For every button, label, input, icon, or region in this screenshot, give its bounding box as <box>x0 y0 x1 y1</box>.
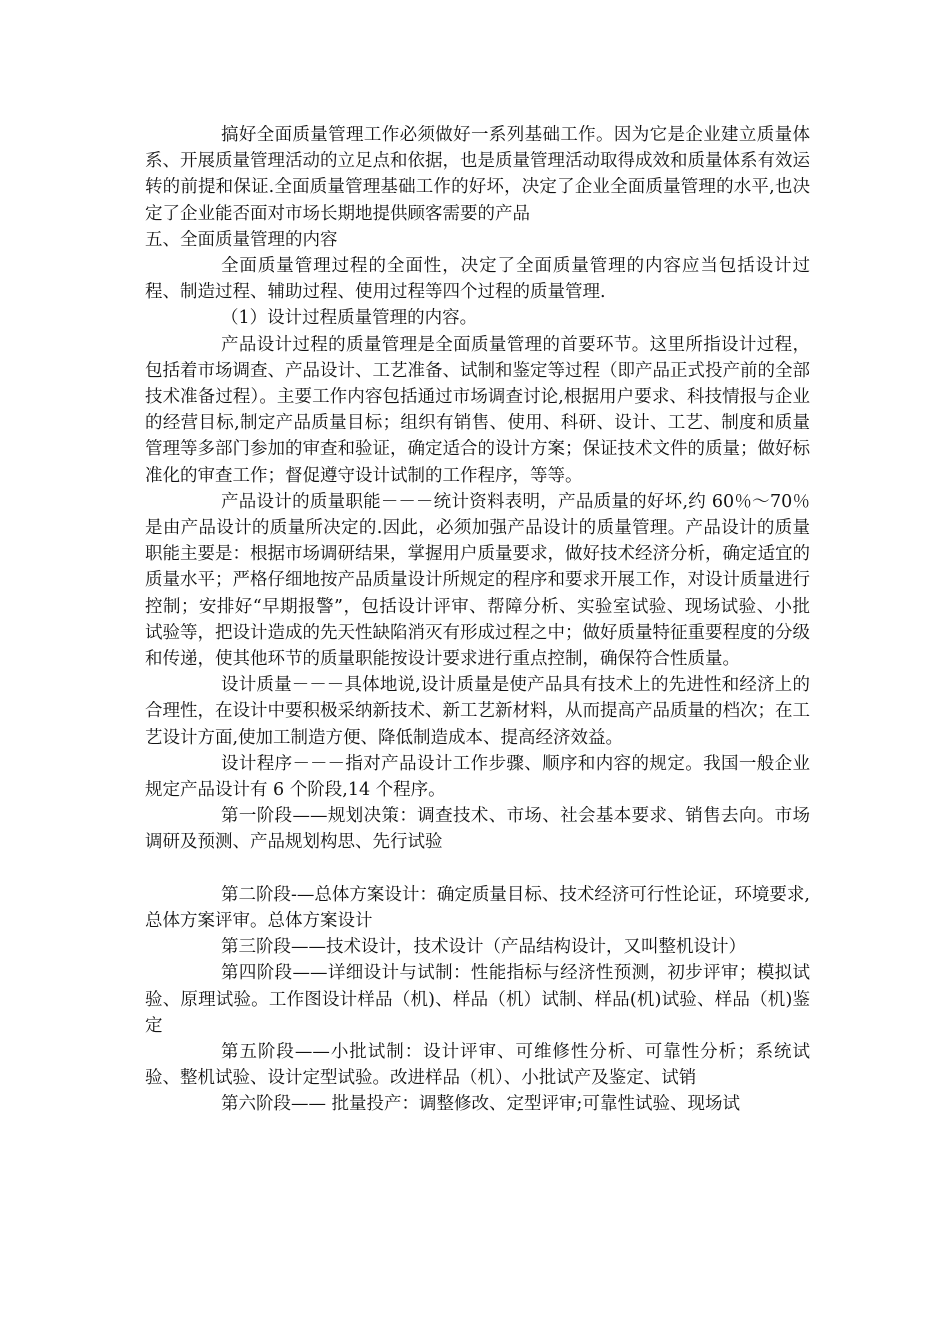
paragraph-design-quality-function: 产品设计的质量职能－－－统计资料表明，产品质量的好坏,约 60％～70％是由产品设计的质量所决定的.因此，必须加强产品设计的质量管理。产品设计的质量职能主要是：根据市场调研结果，掌握用户质量要求，做好技术经济分析，确定适宜的质量水平；严格仔细地按产品质量设计所规定的程序和要求开展工作，对设计质量进行控制；安排好“早期报警”，包括设计评审、帮障分析、实验室试验、现场试验、小批试验等，把设计造成的先天性缺陷消灭有形成过程之中；做好质量特征重要程度的分级和传递，使其他环节的质量职能按设计要求进行重点控制，确保符合性质量。 <box>145 491 810 670</box>
paragraph-comprehensiveness: 全面质量管理过程的全面性，决定了全面质量管理的内容应当包括设计过程、制造过程、辅助过程、使用过程等四个过程的质量管理. <box>145 256 810 303</box>
paragraph-stage-one: 第一阶段——规划决策：调查技术、市场、社会基本要求、销售去向。市场调研及预测、产品规划构思、先行试验 <box>145 806 810 853</box>
paragraph-stage-four: 第四阶段——详细设计与试制：性能指标与经济性预测，初步评审；模拟试验、原理试验。工作图设计样品（机)、样品（机）试制、样品(机)试验、样品（机)鉴定 <box>145 963 810 1036</box>
paragraph-foundation-work: 搞好全面质量管理工作必须做好一系列基础工作。因为它是企业建立质量体系、开展质量管理活动的立足点和依据，也是质量管理活动取得成效和质量体系有效运转的前提和保证.全面质量管理基础工作的好坏，决定了企业全面质量管理的水平,也决定了企业能否面对市场长期地提供顾客需要的产品 <box>145 125 810 224</box>
section-heading-five: 五、全面质量管理的内容 <box>145 229 338 250</box>
paragraph-stage-six: 第六阶段—— 批量投产：调整修改、定型评审;可靠性试验、现场试 <box>221 1094 740 1115</box>
paragraph-design-quality-management: 产品设计过程的质量管理是全面质量管理的首要环节。这里所指设计过程，包括着市场调查、产品设计、工艺准备、试制和鉴定等过程（即产品正式投产前的全部技术准备过程）。主要工作内容包括通过市场调查讨论,根据用户要求、科技情报与企业的经营目标,制定产品质量目标；组织有销售、使用、科研、设计、工艺、制度和质量管理等多部门参加的审查和验证，确定适合的设计方案；保证技术文件的质量；做好标准化的审查工作；督促遵守设计试制的工作程序，等等。 <box>145 334 810 486</box>
paragraph-stage-three: 第三阶段——技术设计，技术设计（产品结构设计，又叫整机设计） <box>221 937 746 958</box>
paragraph-design-quality: 设计质量－－－具体地说,设计质量是使产品具有技术上的先进性和经济上的合理性，在设计中要积极采纳新技术、新工艺新材料，从而提高产品质量的档次；在工艺设计方面,使加工制造方便、降低制造成本、提高经济效益。 <box>145 675 810 748</box>
document-body <box>145 122 810 1118</box>
subheading-design-process: （1）设计过程质量管理的内容。 <box>221 308 478 329</box>
paragraph-stage-two: 第二阶段-—总体方案设计：确定质量目标、技术经济可行性论证，环境要求,总体方案评审。总体方案设计 <box>145 884 810 931</box>
paragraph-stage-five: 第五阶段——小批试制：设计评审、可维修性分析、可靠性分析；系统试验、整机试验、设计定型试验。改进样品（机）、小批试产及鉴定、试销 <box>145 1041 810 1089</box>
paragraph-design-procedure: 设计程序－－－指对产品设计工作步骤、顺序和内容的规定。我国一般企业规定产品设计有 6 个阶段,14 个程序。 <box>145 753 810 801</box>
